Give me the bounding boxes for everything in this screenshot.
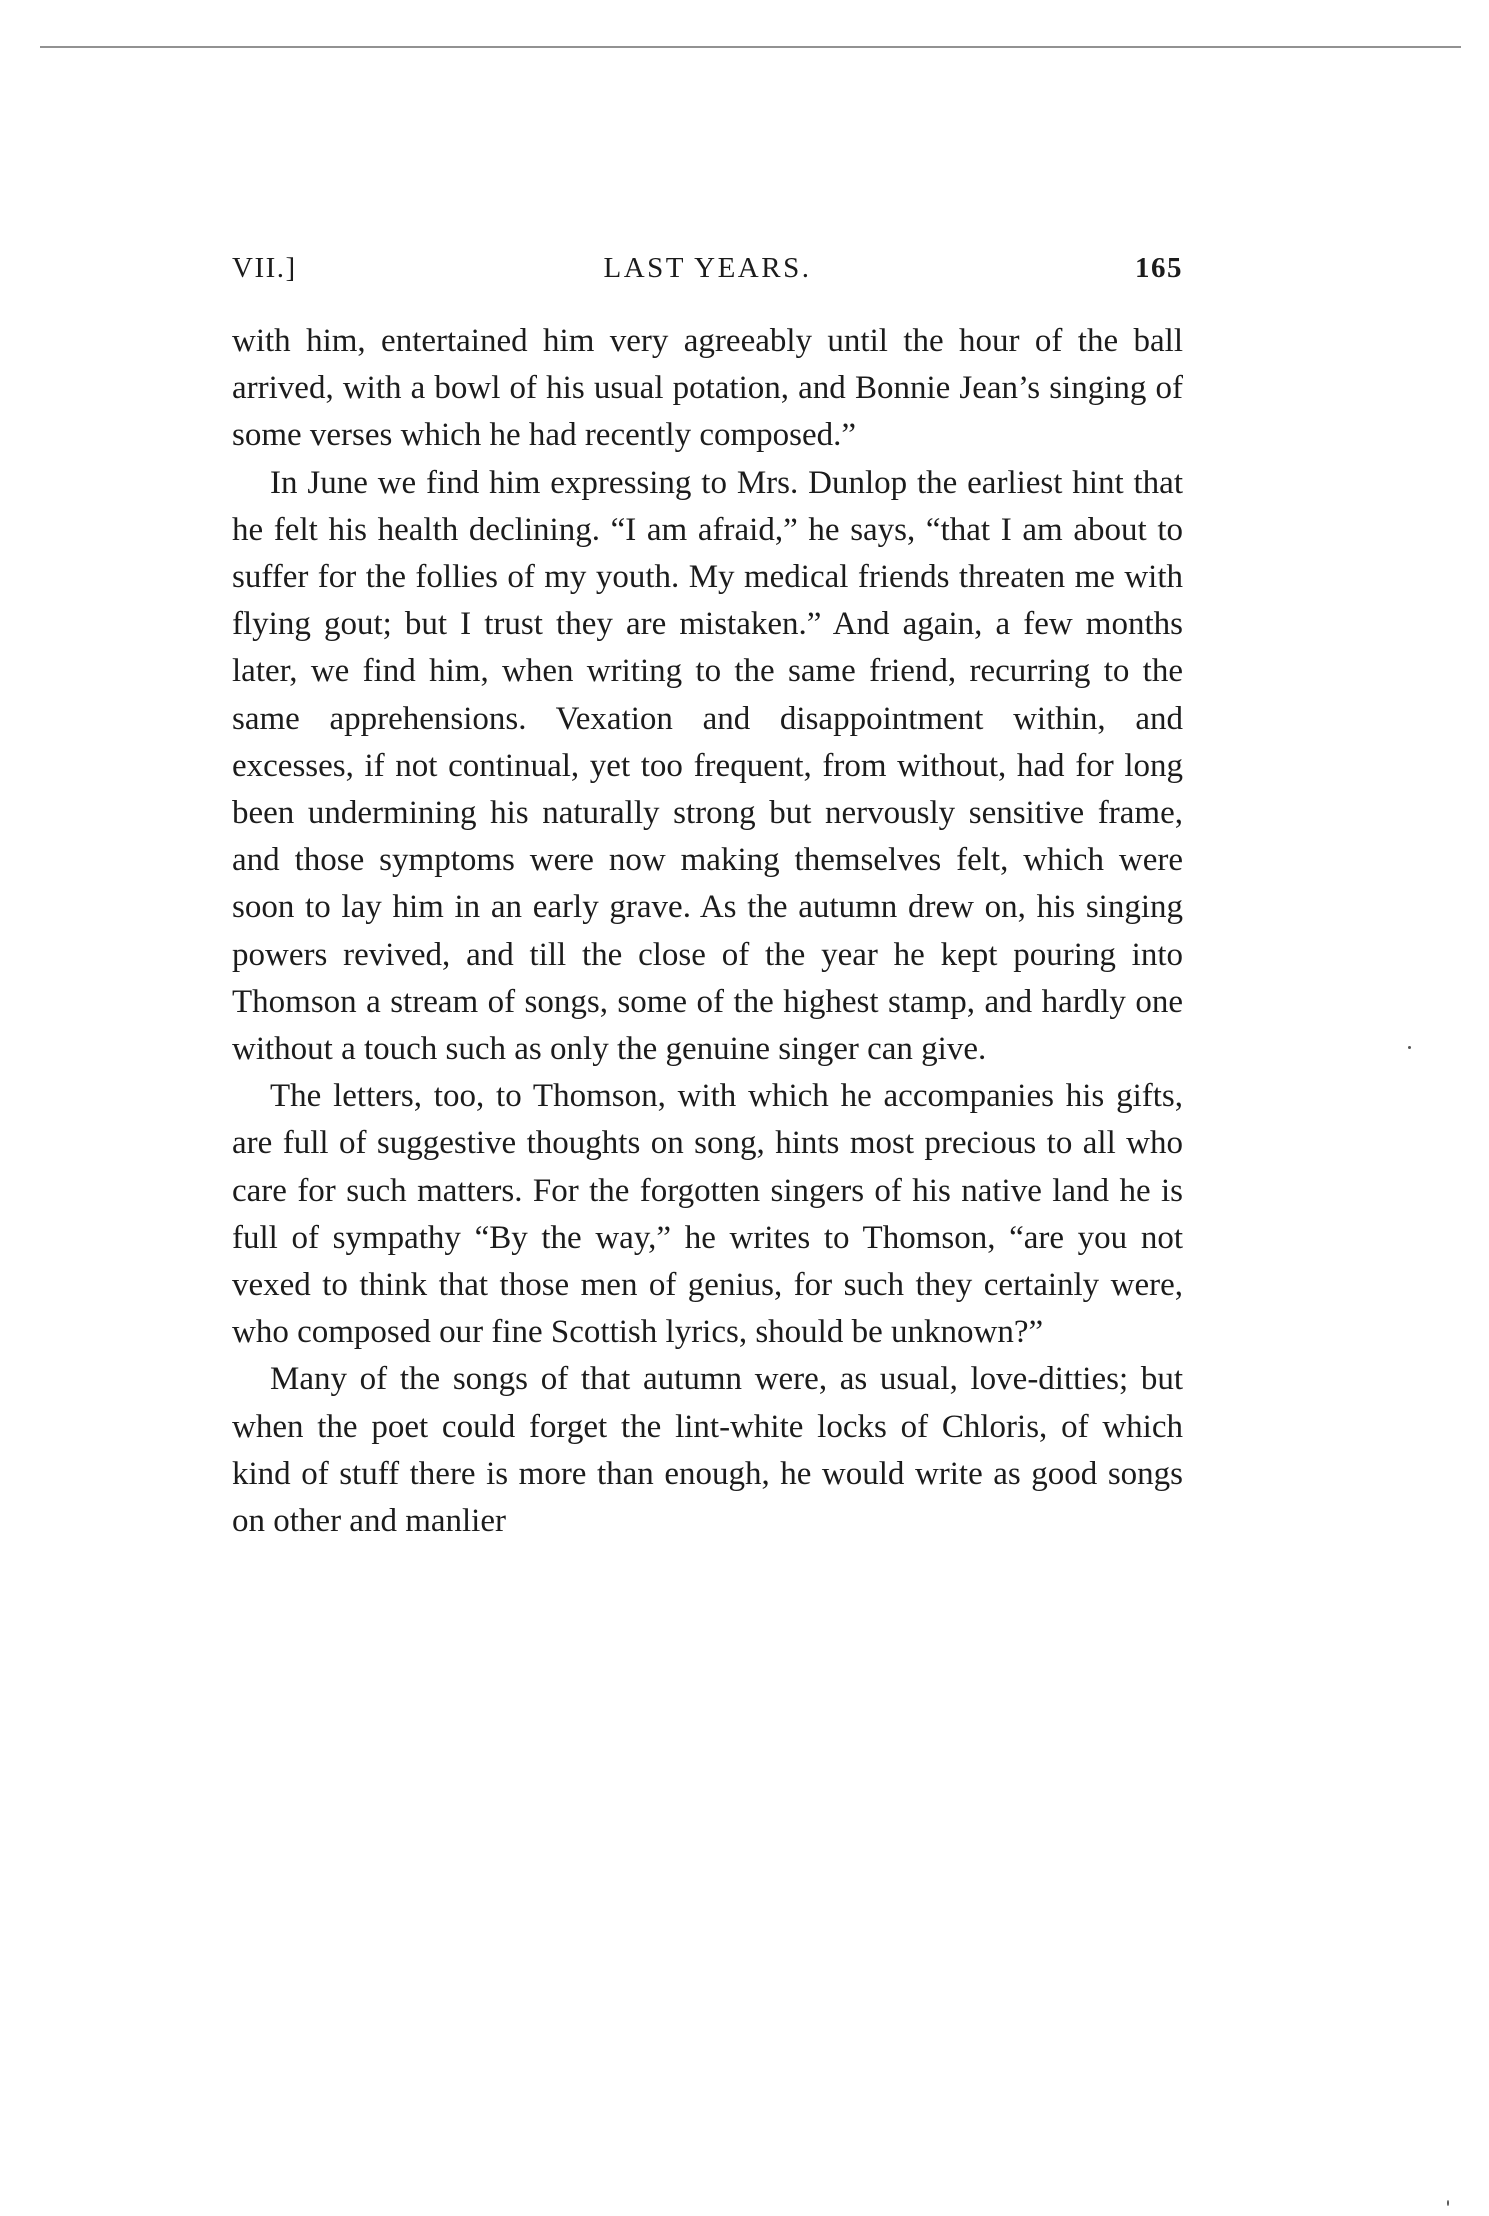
- scan-speck: [1408, 1046, 1411, 1049]
- chapter-marker: VII.]: [232, 252, 297, 284]
- paragraph-3: The letters, too, to Thomson, with which he accompanies his gifts, are full of suggestive thoughts on song, hints most precious to all who care for such matters. For the forgotten singers of his native land he is full of sympathy “By the way,” he writes to Thomson, “are you not vexed to think that those men of genius, for such they certainly were, who composed our fine Scottish lyrics, should be unknown?”: [232, 1078, 1183, 1351]
- page-number: 165: [1135, 252, 1183, 284]
- running-title: LAST YEARS.: [603, 252, 812, 284]
- paragraph-2: In June we find him expressing to Mrs. Dunlop the earliest hint that he felt his health declining. “I am afraid,” he says, “that I am about to suffer for the follies of my youth. My medical friends threaten me with flying gout; but I trust they are mistaken.” And again, a few months later, we find him, when writing to the same friend, recurring to the same apprehensions. Vexation and disappointment within, and excesses, if not continual, yet too frequent, from without, had for long been undermining his naturally strong but nervously sensitive frame, and those symptoms were now making themselves felt, which were soon to lay him in an early grave. As the autumn drew on, his singing powers revived, and till the close of the year he kept pouring into Thomson a stream of songs, some of the highest stamp, and hardly one without a touch such as only the genuine singer can give.: [232, 464, 1183, 1068]
- body-text: [232, 318, 1183, 1545]
- scan-speck: [1447, 2200, 1449, 2206]
- paragraph-4: Many of the songs of that autumn were, as usual, love-ditties; but when the poet could forget the lint-white locks of Chloris, of which kind of stuff there is more than enough, he would write as good songs on other and manlier: [232, 1361, 1183, 1540]
- top-scan-rule: [40, 46, 1461, 48]
- paragraph-1: with him, entertained him very agreeably until the hour of the ball arrived, with a bowl of his usual potation, and Bonnie Jean’s singing of some verses which he had recently composed.”: [232, 323, 1183, 454]
- running-header: [232, 248, 1183, 288]
